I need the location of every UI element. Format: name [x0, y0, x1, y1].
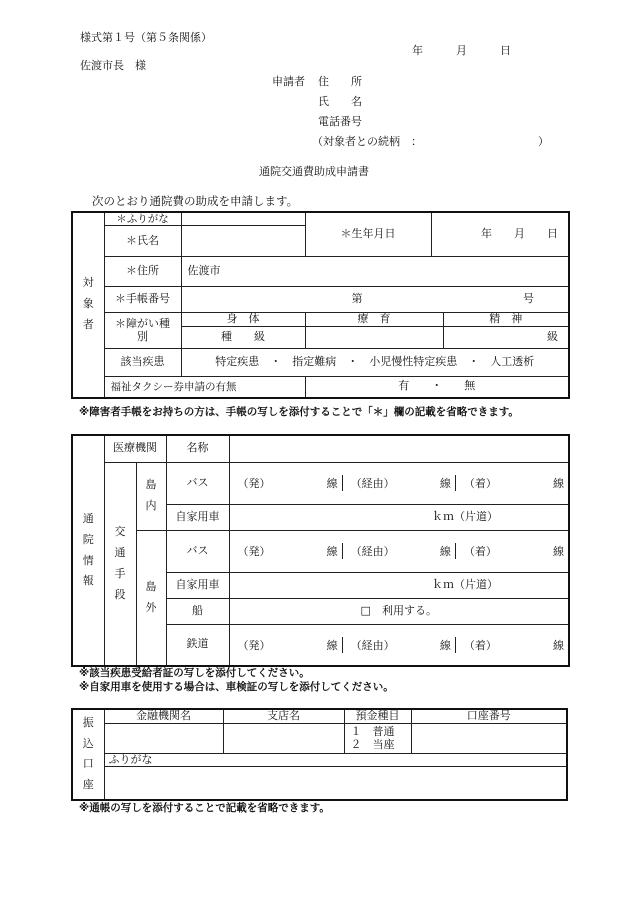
medical-label: 医療機関	[104, 435, 166, 462]
note-handbook: ※障害者手帳をお持ちの方は、手帳の写しを添付することで「＊」欄の記載を省略できます。	[79, 406, 519, 418]
bank-name-field[interactable]	[104, 723, 223, 753]
note-passbook: ※通帳の写しを添付することで記載を省略できます。	[79, 802, 330, 814]
island-out-label: 島 外	[136, 530, 166, 666]
medical-name-field[interactable]	[229, 435, 569, 462]
name-field[interactable]	[181, 226, 305, 257]
handbook-label: ＊手帳番号	[104, 287, 181, 313]
grade-seishin[interactable]: 級	[443, 327, 569, 349]
disease-options[interactable]: 特定疾患 ・ 指定難病 ・ 小児慢性特定疾患 ・ 人工透析	[181, 349, 569, 377]
branch-field[interactable]	[223, 723, 344, 753]
birth-label: ＊生年月日	[305, 212, 431, 257]
addressee: 佐渡市長 様	[80, 59, 146, 72]
relation-close: ）	[538, 135, 549, 148]
rail-route[interactable]: （発） 線 （経由） 線 （着） 線	[229, 624, 569, 666]
name-label: 名称	[166, 435, 229, 462]
address-field[interactable]: 佐渡市	[181, 257, 569, 287]
birth-value[interactable]: 年 月 日	[431, 212, 569, 257]
transport-label: 交 通 手 段	[104, 462, 136, 666]
handbook-no: 第	[351, 292, 363, 306]
island-in-label: 島 内	[136, 462, 166, 530]
branch-label: 支店名	[223, 709, 344, 723]
disability-body[interactable]: 身 体	[181, 313, 305, 327]
address-field-label: ＊住所	[104, 257, 181, 287]
date-line: 年 月 日	[412, 44, 511, 57]
taxi-label: 福祉タクシー券申請の有無	[104, 377, 305, 398]
account-holder-field[interactable]	[104, 767, 567, 800]
handbook-field[interactable]	[181, 287, 569, 313]
furigana-label: ＊ふりがな	[104, 212, 181, 226]
bank-side-label: 振 込 口 座	[72, 709, 104, 800]
rail-label: 鉄道	[166, 624, 229, 666]
disability-seishin[interactable]: 精 神	[443, 313, 569, 327]
name-label: 氏 名	[318, 95, 362, 108]
bus-out-label: バス	[166, 530, 229, 572]
visit-table	[71, 434, 570, 667]
car-in-km[interactable]: ｋｍ（片道）	[229, 504, 569, 530]
bank-table	[71, 708, 568, 801]
car-out-km[interactable]: ｋｍ（片道）	[229, 572, 569, 598]
phone-label: 電話番号	[318, 115, 362, 128]
subject-table	[71, 211, 570, 399]
deposit-type-label: 預金種目	[344, 709, 411, 723]
account-no-label: 口座番号	[411, 709, 567, 723]
bus-in-label: バス	[166, 462, 229, 504]
form-number: 様式第１号（第５条関係）	[80, 31, 212, 44]
address-label: 住 所	[318, 75, 362, 88]
bus-out-route[interactable]: （発） 線 （経由） 線 （着） 線	[229, 530, 569, 572]
disability-label: ＊障がい種別	[104, 313, 181, 349]
note-car: ※自家用車を使用する場合は、車検証の写しを添付してください。	[79, 681, 394, 693]
handbook-suffix: 号	[523, 292, 534, 306]
bank-name-label: 金融機関名	[104, 709, 223, 723]
ship-label: 船	[166, 598, 229, 624]
grade-ryouiku[interactable]	[305, 327, 443, 349]
furigana-field[interactable]	[181, 212, 305, 226]
disease-label: 該当疾患	[104, 349, 181, 377]
bus-in-route[interactable]: （発） 線 （経由） 線 （着） 線	[229, 462, 569, 504]
bank-furigana-label: ふりがな	[104, 753, 567, 767]
car-in-label: 自家用車	[166, 504, 229, 530]
deposit-options[interactable]: １ 普通 ２ 当座	[344, 723, 411, 753]
disability-ryouiku[interactable]: 療 育	[305, 313, 443, 327]
page-title: 通院交通費助成申請書	[259, 165, 369, 178]
grade-body[interactable]: 種 級	[181, 327, 305, 349]
note-certificate: ※該当疾患受給者証の写しを添付してください。	[79, 667, 310, 679]
visit-side-label: 通 院 情 報	[72, 435, 104, 666]
intro-text: 次のとおり通院費の助成を申請します。	[92, 194, 299, 208]
name-field-label: ＊氏名	[104, 226, 181, 257]
car-out-label: 自家用車	[166, 572, 229, 598]
applicant-label: 申請者	[272, 75, 305, 88]
account-no-field[interactable]	[411, 723, 567, 753]
subject-side-label: 対 象 者	[72, 212, 104, 398]
ship-use-checkbox[interactable]: □ 利用する。	[229, 598, 569, 624]
relation-label: （対象者との続柄 ：	[312, 135, 422, 148]
taxi-options[interactable]: 有 ・ 無	[305, 377, 569, 398]
